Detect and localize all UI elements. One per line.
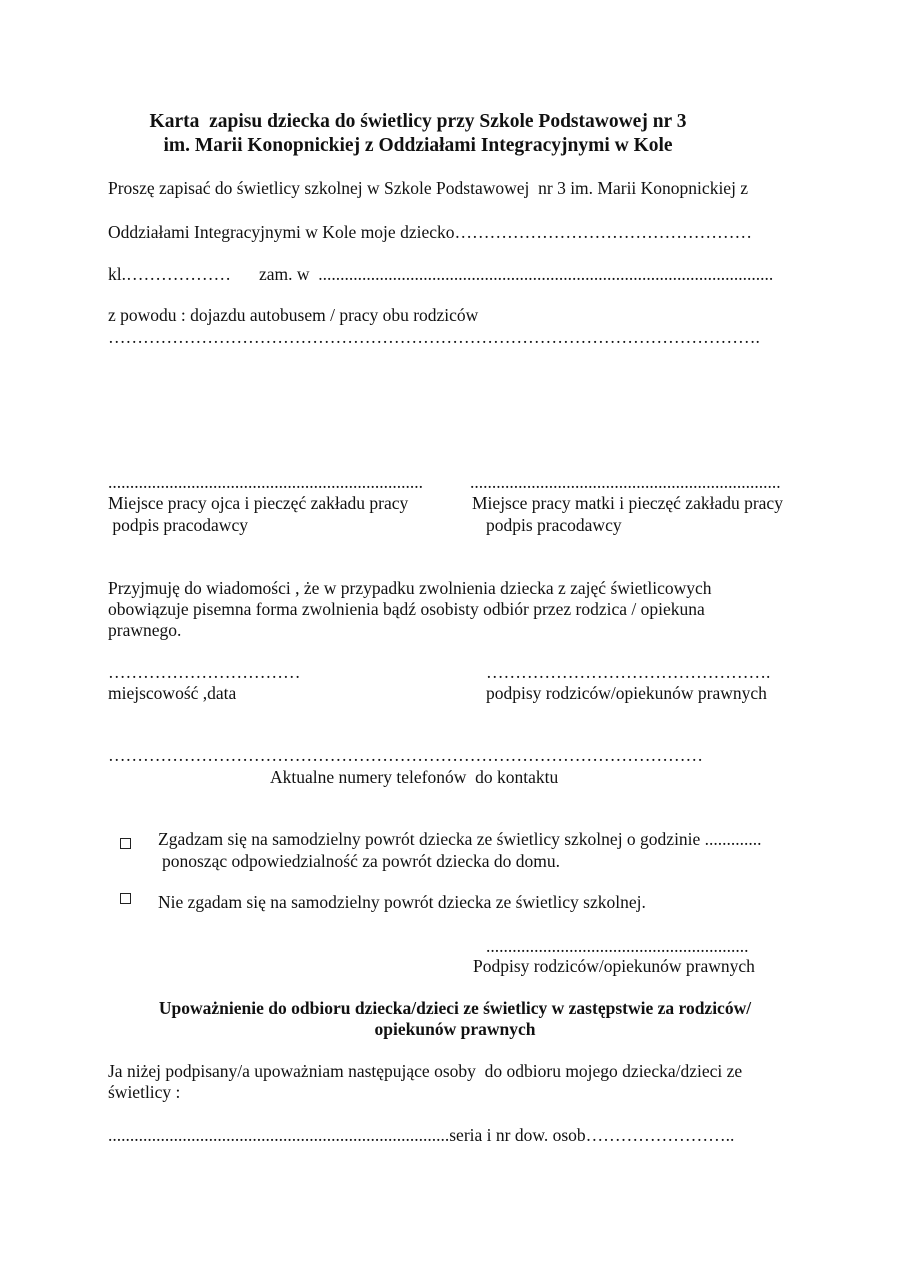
enrollment-line-1: Proszę zapisać do świetlicy szkolnej w Szkole Podstawowej nr 3 im. Marii Konopnickiej z bbox=[108, 178, 749, 198]
consent-yes-label-line-2: ponosząc odpowiedzialność za powrót dziecka do domu. bbox=[162, 851, 560, 871]
mother-workplace-label: Miejsce pracy matki i pieczęć zakładu pracy bbox=[472, 493, 783, 513]
authorization-text-line-2: świetlicy : bbox=[108, 1082, 181, 1102]
father-workplace-dots: ........................................................................ bbox=[108, 472, 423, 492]
authorized-person-line bbox=[108, 1125, 734, 1146]
father-workplace-label: Miejsce pracy ojca i pieczęć zakładu pracy bbox=[108, 493, 409, 513]
reason-line: z powodu : dojazdu autobusem / pracy obu rodziców bbox=[108, 305, 479, 325]
authorized-person-dots: .............................................................................. bbox=[108, 1125, 450, 1145]
reason-dots: …………………………………………………………………………………………………. bbox=[108, 327, 760, 347]
authorization-title-line-1: Upoważnienie do odbioru dziecka/dzieci ze świetlicy w zastępstwie za rodziców/ bbox=[158, 998, 752, 1018]
consent-signature-dots: ............................................................ bbox=[486, 936, 749, 956]
consent-yes-label-line-1: Zgadzam się na samodzielny powrót dziecka ze świetlicy szkolnej o godzinie ............. bbox=[158, 829, 762, 849]
place-date-dots: …………………………… bbox=[108, 662, 301, 682]
contact-phone-label: Aktualne numery telefonów do kontaktu bbox=[270, 767, 559, 787]
address-field: zam. w ........................................................................................................ bbox=[259, 264, 774, 284]
mother-workplace-dots: ....................................................................... bbox=[470, 472, 781, 492]
parent-signature-label: podpisy rodziców/opiekunów prawnych bbox=[486, 683, 767, 703]
enrollment-line-2: Oddziałami Integracyjnymi w Kole moje dziecko…………………………………………… bbox=[108, 222, 752, 242]
consent-yes-checkbox[interactable] bbox=[120, 838, 131, 849]
consent-no-checkbox[interactable] bbox=[120, 893, 131, 904]
father-employer-signature-label: podpis pracodawcy bbox=[108, 515, 248, 535]
acknowledgement-line-1: Przyjmuję do wiadomości , że w przypadku zwolnienia dziecka z zajęć świetlicowych bbox=[108, 578, 712, 598]
form-title-line-1: Karta zapisu dziecka do świetlicy przy Szkole Podstawowej nr 3 bbox=[149, 111, 687, 132]
id-series-number-label: seria i nr dow. osob…………………….. bbox=[449, 1125, 735, 1145]
acknowledgement-line-2: obowiązuje pisemna forma zwolnienia bądź osobisty odbiór przez rodzica / opiekuna bbox=[108, 599, 705, 619]
contact-phone-dots: ………………………………………………………………………………………… bbox=[108, 745, 703, 765]
class-field: kl.……………… bbox=[108, 264, 231, 284]
authorization-title-line-2: opiekunów prawnych bbox=[374, 1019, 536, 1039]
place-date-label: miejscowość ,data bbox=[108, 683, 237, 703]
parent-signature-dots: …………………………………………. bbox=[486, 662, 771, 682]
consent-signature-label: Podpisy rodziców/opiekunów prawnych bbox=[473, 956, 755, 976]
form-title-line-2: im. Marii Konopnickiej z Oddziałami Integracyjnymi w Kole bbox=[163, 135, 673, 156]
mother-employer-signature-label: podpis pracodawcy bbox=[486, 515, 622, 535]
consent-no-label: Nie zgadam się na samodzielny powrót dziecka ze świetlicy szkolnej. bbox=[158, 892, 646, 912]
authorization-text-line-1: Ja niżej podpisany/a upoważniam następujące osoby do odbioru mojego dziecka/dzieci ze bbox=[108, 1061, 743, 1081]
acknowledgement-line-3: prawnego. bbox=[108, 620, 182, 640]
